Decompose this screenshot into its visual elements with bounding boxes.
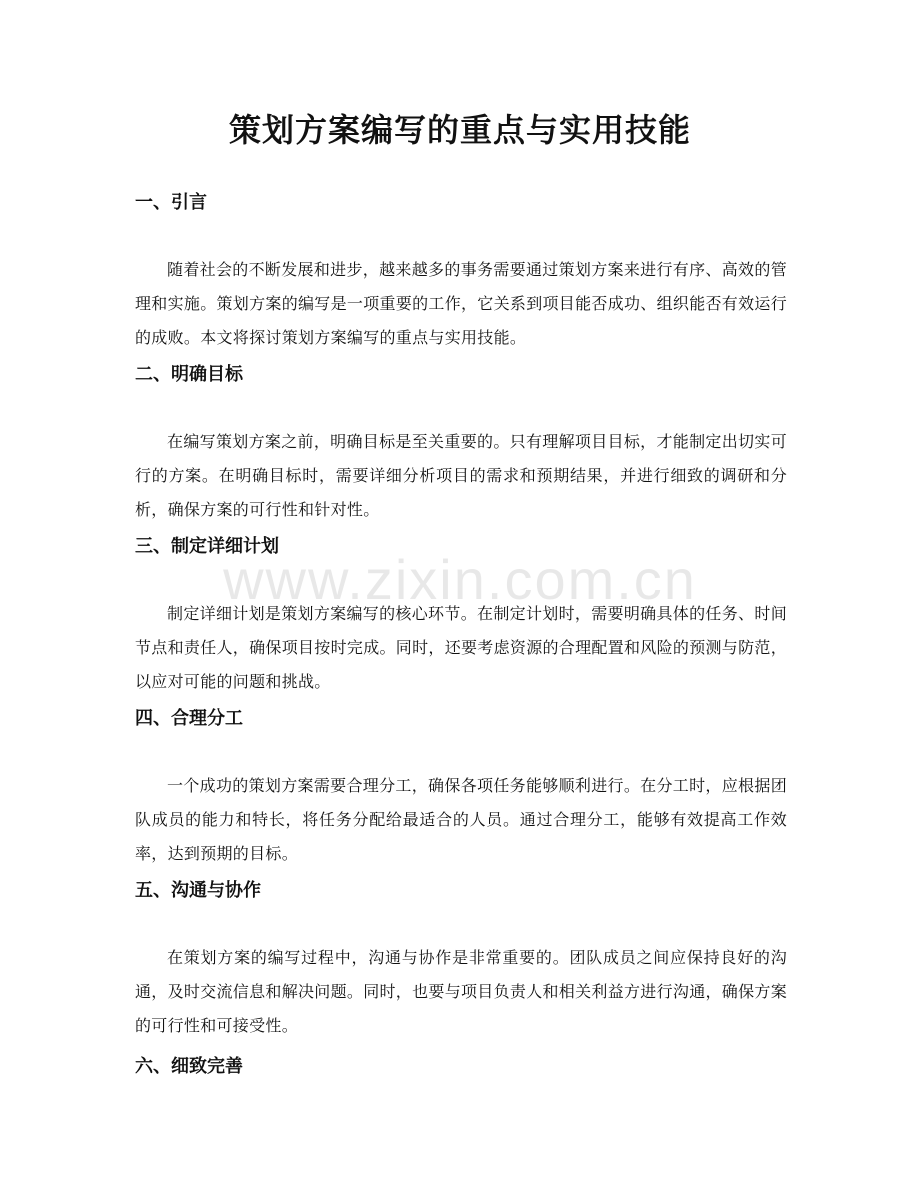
section-heading: 六、细致完善 (135, 1056, 243, 1077)
section-paragraph: 在策划方案的编写过程中，沟通与协作是非常重要的。团队成员之间应保持良好的沟通，及时交流信息和解决问题。同时，也要与项目负责人和相关利益方进行沟通，确保方案的可行性和可接受性。 (135, 948, 788, 1035)
section-heading: 二、明确目标 (135, 364, 243, 385)
section-paragraph: 随着社会的不断发展和进步，越来越多的事务需要通过策划方案来进行有序、高效的管理和实施。策划方案的编写是一项重要的工作，它关系到项目能否成功、组织能否有效运行的成败。本文将探讨策划方案编写的重点与实用技能。 (135, 260, 788, 347)
document-title: 策划方案编写的重点与实用技能 (228, 111, 691, 149)
section-introduction (135, 189, 787, 355)
section-heading: 一、引言 (135, 192, 207, 213)
watermark: www.zixin.com.cn (223, 548, 697, 611)
section-paragraph: 一个成功的策划方案需要合理分工，确保各项任务能够顺利进行。在分工时，应根据团队成员的能力和特长，将任务分配给最适合的人员。通过合理分工，能够有效提高工作效率，达到预期的目标。 (135, 776, 787, 863)
section-detailed-plan (135, 533, 787, 699)
section-heading: 四、合理分工 (135, 708, 243, 729)
section-paragraph: 制定详细计划是策划方案编写的核心环节。在制定计划时，需要明确具体的任务、时间节点和责任人，确保项目按时完成。同时，还要考虑资源的合理配置和风险的预测与防范，以应对可能的问题和挑战。 (135, 604, 788, 691)
section-heading: 五、沟通与协作 (135, 880, 261, 901)
section-heading: 三、制定详细计划 (135, 536, 279, 557)
section-refinement (135, 1053, 787, 1081)
section-communication (135, 877, 787, 1043)
section-paragraph: 在编写策划方案之前，明确目标是至关重要的。只有理解项目目标，才能制定出切实可行的方案。在明确目标时，需要详细分析项目的需求和预期结果，并进行细致的调研和分析，确保方案的可行性和针对性。 (135, 432, 787, 519)
section-division-of-labor (135, 705, 787, 871)
section-clear-goals (135, 361, 787, 527)
